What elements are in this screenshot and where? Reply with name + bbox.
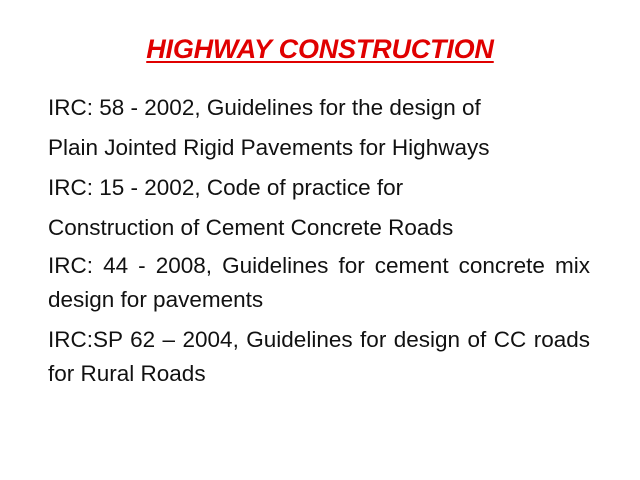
slide-title: HIGHWAY CONSTRUCTION: [146, 34, 494, 64]
reference-line-3: IRC: 15 - 2002, Code of practice for: [48, 175, 404, 200]
slide-body: [48, 88, 590, 391]
reference-line-2: Plain Jointed Rigid Pavements for Highways: [48, 135, 490, 160]
reference-line-6: IRC:SP 62 – 2004, Guidelines for design of CC roads for Rural Roads: [48, 327, 590, 386]
reference-line-4: Construction of Cement Concrete Roads: [48, 215, 454, 240]
reference-line-5: IRC: 44 - 2008, Guidelines for cement concrete mix design for pavements: [48, 253, 590, 312]
reference-line-1: IRC: 58 - 2002, Guidelines for the design of: [48, 95, 481, 120]
